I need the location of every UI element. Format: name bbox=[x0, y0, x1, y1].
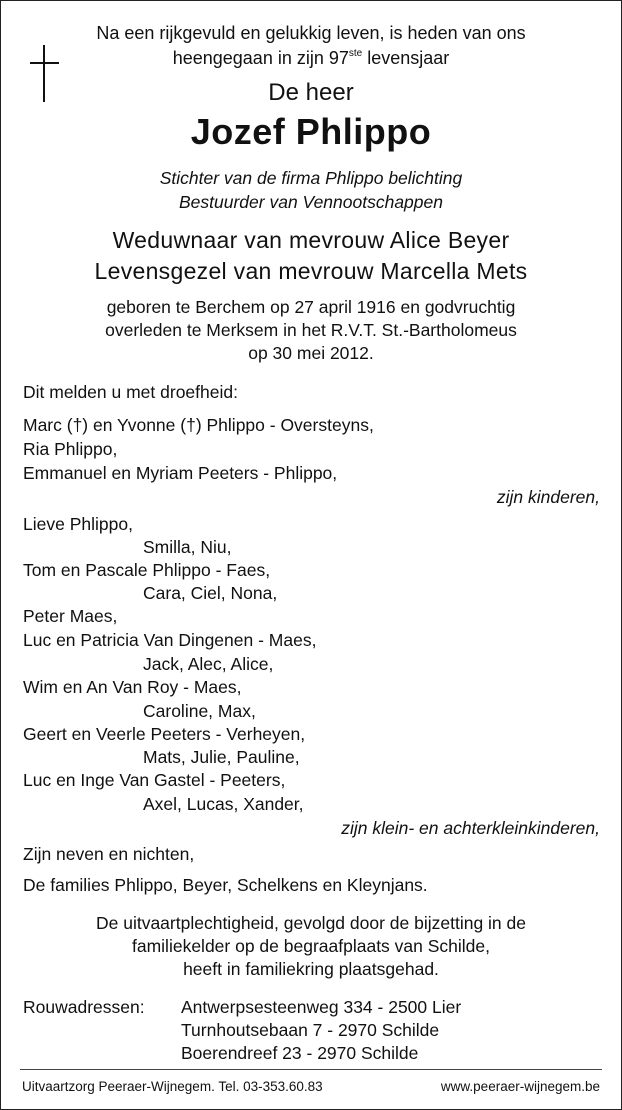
grandchild-line-2: Smilla, Niu, bbox=[143, 537, 232, 557]
role-line-1: Stichter van de firma Phlippo belichting bbox=[159, 168, 463, 188]
grandchild-line-1: Lieve Phlippo, bbox=[23, 514, 133, 534]
intro-line-2: heengegaan in zijn 97ste levensjaar bbox=[172, 48, 450, 68]
grandchild-line-6: Luc en Patricia Van Dingenen - Maes, bbox=[23, 630, 317, 650]
grandchild-line-13: Axel, Lucas, Xander, bbox=[143, 794, 304, 814]
spouse-line-1: Weduwnaar van mevrouw Alice Beyer bbox=[112, 227, 510, 253]
footer-website: www.peeraer-wijnegem.be bbox=[440, 1079, 600, 1094]
grandchild-line-7: Jack, Alec, Alice, bbox=[143, 654, 274, 674]
grandchild-line-3: Tom en Pascale Phlippo - Faes, bbox=[23, 560, 271, 580]
birth-line-3: op 30 mei 2012. bbox=[248, 343, 374, 363]
grandchild-line-11: Mats, Julie, Pauline, bbox=[143, 747, 300, 767]
announce-text: Dit melden u met droefheid: bbox=[23, 382, 238, 402]
birth-line-2: overleden te Merksem in het R.V.T. St.-Bartholomeus bbox=[105, 320, 517, 340]
cousins-text: Zijn neven en nichten, bbox=[23, 844, 195, 864]
address-1: Antwerpsesteenweg 334 - 2500 Lier bbox=[181, 997, 462, 1017]
title-honorific: De heer bbox=[268, 79, 354, 106]
footer-divider bbox=[20, 1069, 602, 1070]
funeral-line-1: De uitvaartplechtigheid, gevolgd door de bijzetting in de bbox=[95, 913, 526, 933]
families-text: De families Phlippo, Beyer, Schelkens en Kleynjans. bbox=[23, 875, 428, 895]
child-3: Emmanuel en Myriam Peeters - Phlippo, bbox=[23, 463, 338, 483]
address-2: Turnhoutsebaan 7 - 2970 Schilde bbox=[181, 1020, 440, 1040]
child-2: Ria Phlippo, bbox=[23, 439, 118, 459]
funeral-line-3: heeft in familiekring plaatsgehad. bbox=[183, 959, 439, 979]
children-label: zijn kinderen, bbox=[496, 487, 600, 507]
grandchild-line-10: Geert en Veerle Peeters - Verheyen, bbox=[23, 724, 306, 744]
birth-line-1: geboren te Berchem op 27 april 1916 en godvruchtig bbox=[106, 297, 516, 317]
grandchild-line-4: Cara, Ciel, Nona, bbox=[143, 583, 278, 603]
spouse-line-2: Levensgezel van mevrouw Marcella Mets bbox=[94, 258, 528, 284]
intro-line-1: Na een rijkgevuld en gelukkig leven, is heden van ons bbox=[96, 23, 526, 43]
addresses-label: Rouwadressen: bbox=[23, 997, 145, 1017]
deceased-name: Jozef Phlippo bbox=[190, 111, 432, 152]
footer-undertaker: Uitvaartzorg Peeraer-Wijnegem. Tel. 03-353.60.83 bbox=[22, 1079, 323, 1094]
funeral-line-2: familiekelder op de begraafplaats van Schilde, bbox=[132, 936, 490, 956]
grandchildren-label: zijn klein- en achterkleinkinderen, bbox=[341, 818, 600, 838]
grandchild-line-9: Caroline, Max, bbox=[143, 701, 256, 721]
role-line-2: Bestuurder van Vennootschappen bbox=[179, 192, 443, 212]
grandchild-line-8: Wim en An Van Roy - Maes, bbox=[23, 677, 242, 697]
address-3: Boerendreef 23 - 2970 Schilde bbox=[181, 1043, 419, 1063]
grandchild-line-5: Peter Maes, bbox=[23, 606, 118, 626]
child-1: Marc (†) en Yvonne (†) Phlippo - Oversteyns, bbox=[23, 415, 374, 435]
grandchild-line-12: Luc en Inge Van Gastel - Peeters, bbox=[23, 770, 286, 790]
